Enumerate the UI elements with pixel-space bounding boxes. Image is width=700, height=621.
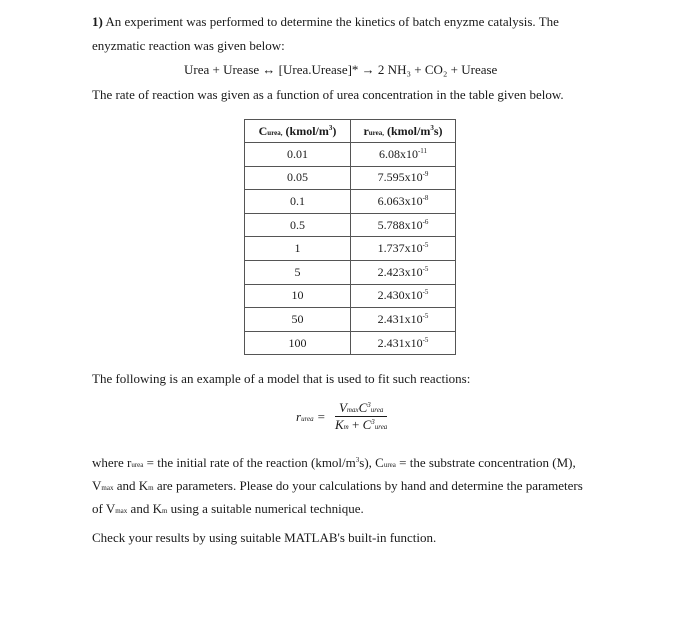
formula-equals: = xyxy=(317,408,325,424)
table-row xyxy=(245,190,456,214)
cell-rate: $7.595x10^{-9}$ xyxy=(351,166,456,190)
cell-concentration: 0.01 xyxy=(245,143,351,167)
table-row xyxy=(245,260,456,284)
kinetics-data-table xyxy=(244,119,456,355)
explanation-line3: of Vmax and Km using a suitable numerical technique. xyxy=(92,501,364,516)
header-concentration: Curea, $(kmol/m^3)$ xyxy=(245,120,351,143)
cell-concentration: 0.1 xyxy=(245,190,351,214)
cell-rate: $2.430x10^{-5}$ xyxy=(351,284,456,308)
table-row xyxy=(245,166,456,190)
cell-rate: $2.423x10^{-5}$ xyxy=(351,260,456,284)
explanation-line1: where rurea = the initial rate of the reaction $(kmol/m^3s)$, Curea = the substrate concentration (M), xyxy=(92,455,576,470)
table-row xyxy=(245,308,456,332)
formula-fraction xyxy=(331,400,391,433)
table-row xyxy=(245,284,456,308)
cell-concentration: 50 xyxy=(245,308,351,332)
question-intro-line2: enyzmatic reaction was given below: xyxy=(92,38,285,53)
cell-rate: $2.431x10^{-5}$ xyxy=(351,308,456,332)
cell-rate: $1.737x10^{-5}$ xyxy=(351,237,456,261)
table-row xyxy=(245,331,456,355)
cell-concentration: 0.5 xyxy=(245,213,351,237)
cell-rate: $5.788x10^{-6}$ xyxy=(351,213,456,237)
cell-concentration: 10 xyxy=(245,284,351,308)
table-header-row xyxy=(245,120,456,143)
formula-numerator: VmaxC$^3$urea xyxy=(335,400,387,417)
question-intro-line1 xyxy=(92,14,559,30)
formula-lhs: rurea xyxy=(296,408,314,424)
table-row xyxy=(245,143,456,167)
model-intro: The following is an example of a model that is used to fit such reactions: xyxy=(92,371,471,386)
cell-rate: $6.08x10^{-11}$ xyxy=(351,143,456,167)
cell-concentration: 100 xyxy=(245,331,351,355)
check-instruction: Check your results by using suitable MATLAB's built-in function. xyxy=(92,530,437,545)
cell-rate: $2.431x10^{-5}$ xyxy=(351,331,456,355)
table-row xyxy=(245,237,456,261)
cell-concentration: 0.05 xyxy=(245,166,351,190)
table-row xyxy=(245,213,456,237)
reaction-equation: Urea + Urease ↔ [Urea.Urease]* → 2 NH₃ + CO₂ + Urease xyxy=(184,62,498,77)
intro-text: An experiment was performed to determine the kinetics of batch enyzme catalysis. The xyxy=(105,14,559,29)
cell-concentration: 1 xyxy=(245,237,351,261)
rate-model-formula xyxy=(296,400,391,433)
explanation-line2: Vmax and Km are parameters. Please do your calculations by hand and determine the parameters xyxy=(92,478,583,493)
rate-sentence: The rate of reaction was given as a function of urea concentration in the table given below. xyxy=(92,87,564,102)
question-number: 1) xyxy=(92,14,103,29)
formula-denominator: $Km + C^3urea$ xyxy=(334,417,388,432)
cell-concentration: 5 xyxy=(245,260,351,284)
cell-rate: $6.063x10^{-8}$ xyxy=(351,190,456,214)
header-rate: rurea, $(kmol/m^3s)$ xyxy=(351,120,456,143)
